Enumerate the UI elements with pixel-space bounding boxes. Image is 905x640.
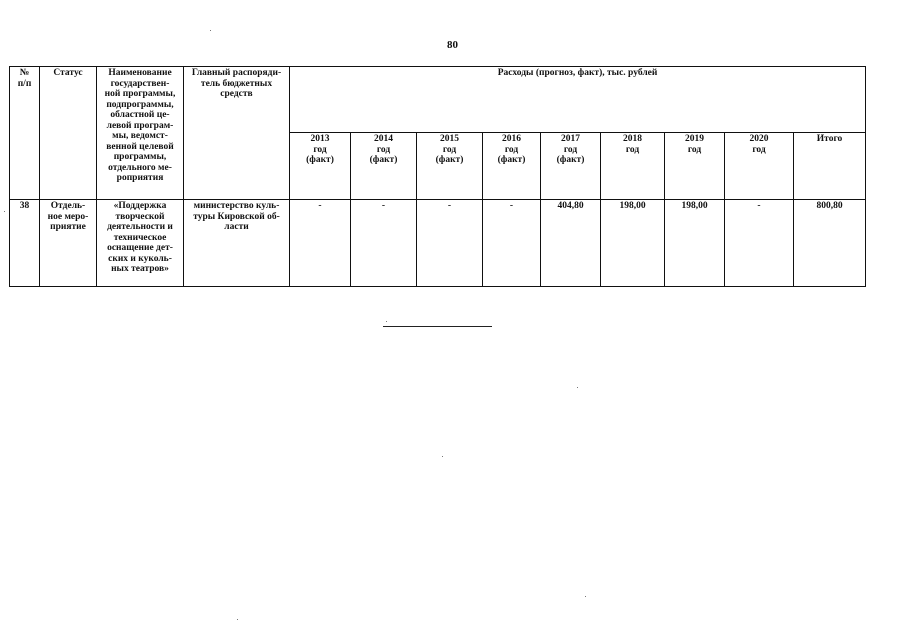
value-2015: - (417, 200, 483, 287)
value-2016: - (483, 200, 541, 287)
row-manager: министерство куль- туры Кировской об- ласти (184, 200, 290, 287)
separator-line (383, 326, 492, 327)
header-total: Итого (794, 133, 866, 200)
header-year-2019: 2019 год (665, 133, 725, 200)
scan-speck (237, 619, 238, 620)
table-row (10, 200, 866, 287)
row-number: 38 (10, 200, 40, 287)
value-2018: 198,00 (601, 200, 665, 287)
value-2019: 198,00 (665, 200, 725, 287)
value-2020: - (725, 200, 794, 287)
scan-speck (386, 321, 387, 322)
row-name: «Поддержка творческой деятельности и техническое оснащение дет- ских и куколь- ных театров» (97, 200, 184, 287)
header-number: № п/п (10, 67, 40, 200)
header-year-2014: 2014 год (факт) (351, 133, 417, 200)
header-year-2016: 2016 год (факт) (483, 133, 541, 200)
value-2017: 404,80 (541, 200, 601, 287)
header-expenses: Расходы (прогноз, факт), тыс. рублей (290, 67, 866, 133)
header-status: Статус (40, 67, 97, 200)
scan-speck (210, 30, 211, 31)
row-status: Отдель- ное меро- приятие (40, 200, 97, 287)
scan-speck (577, 387, 578, 388)
header-year-2020: 2020 год (725, 133, 794, 200)
scan-speck (442, 456, 443, 457)
value-total: 800,80 (794, 200, 866, 287)
value-2014: - (351, 200, 417, 287)
header-year-2018: 2018 год (601, 133, 665, 200)
header-year-2017: 2017 год (факт) (541, 133, 601, 200)
expenses-table (9, 66, 866, 287)
header-year-2013: 2013 год (факт) (290, 133, 351, 200)
page-number: 80 (447, 39, 458, 51)
scan-speck (4, 211, 5, 212)
header-manager: Главный распоряди- тель бюджетных средств (184, 67, 290, 200)
header-year-2015: 2015 год (факт) (417, 133, 483, 200)
scan-speck (585, 596, 586, 597)
header-name: Наименование государствен- ной программы, подпрограммы, областной це- левой програм- мы, ведомст- венной целевой программы, отдельного ме- роприятия (97, 67, 184, 200)
value-2013: - (290, 200, 351, 287)
